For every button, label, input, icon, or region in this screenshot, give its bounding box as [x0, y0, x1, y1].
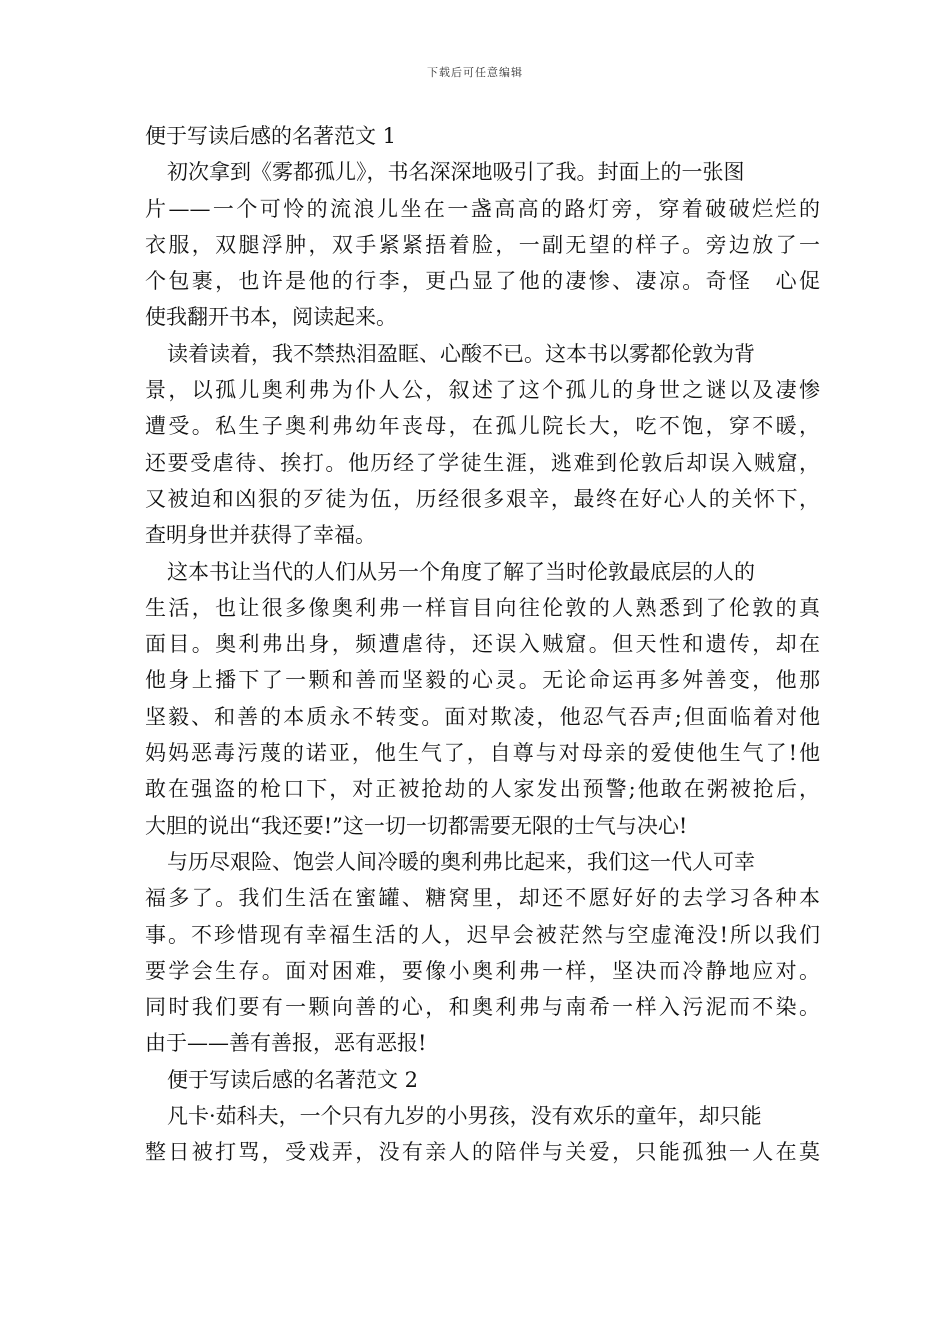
paragraph-last-line: 使我翻开书本，阅读起来。 [145, 305, 397, 330]
paragraph-line: 还要受虐待、挨打。他历经了学徒生涯，逃难到伦敦后却误入贼窟， [145, 450, 820, 475]
paragraph-line: 个包裹，也许是他的行李，更凸显了他的凄惨、凄凉。奇怪 心促 [145, 269, 820, 294]
paragraph-first-line: 凡卡·茹科夫，一个只有九岁的小男孩，没有欢乐的童年，却只能 [167, 1104, 762, 1129]
paragraph-first-line: 这本书让当代的人们从另一个角度了解了当时伦敦最底层的人的 [167, 559, 755, 584]
section-title: 便于写读后感的名著范文 2 [167, 1067, 419, 1092]
paragraph-line: 衣服，双腿浮肿，双手紧紧捂着脸，一副无望的样子。旁边放了一 [145, 232, 820, 257]
paragraph-line: 要学会生存。面对困难，要像小奥利弗一样，坚决而冷静地应对。 [145, 958, 820, 983]
paragraph-line: 福多了。我们生活在蜜罐、糖窝里，却还不愿好好的去学习各种本 [145, 886, 820, 911]
paragraph-last-line: 由于——善有善报，恶有恶报! [145, 1031, 427, 1056]
section-title: 便于写读后感的名著范文 1 [145, 124, 397, 148]
paragraph-line: 他身上播下了一颗和善而坚毅的心灵。无论命运再多舛善变，他那 [145, 668, 820, 693]
paragraph-line: 遭受。私生子奥利弗幼年丧母，在孤儿院长大，吃不饱，穿不暖， [145, 414, 820, 439]
paragraph-line: 妈妈恶毒污蔑的诺亚，他生气了，自尊与对母亲的爱使他生气了!他 [145, 741, 820, 766]
paragraph-line: 整日被打骂，受戏弄，没有亲人的陪伴与关爱，只能孤独一人在莫 [145, 1140, 820, 1165]
paragraph-first-line: 与历尽艰险、饱尝人间冷暖的奥利弗比起来，我们这一代人可幸 [167, 849, 755, 874]
paragraph-line: 事。不珍惜现有幸福生活的人，迟早会被茫然与空虚淹没!所以我们 [145, 922, 820, 947]
paragraph-first-line: 读着读着，我不禁热泪盈眶、心酸不已。这本书以雾都伦敦为背 [167, 341, 755, 366]
document-body [145, 118, 820, 1171]
paragraph-line: 又被迫和凶狠的歹徒为伍，历经很多艰辛，最终在好心人的关怀下， [145, 486, 820, 511]
paragraph-last-line: 查明身世并获得了幸福。 [145, 523, 376, 548]
paragraph-line: 同时我们要有一颗向善的心，和奥利弗与南希一样入污泥而不染。 [145, 995, 820, 1020]
page-header: 下载后可任意编辑 [427, 66, 523, 79]
paragraph-line: 敢在强盗的枪口下，对正被抢劫的人家发出预警;他敢在粥被抢后， [145, 777, 820, 802]
paragraph-first-line: 初次拿到《雾都孤儿》，书名深深地吸引了我。封面上的一张图 [167, 160, 745, 185]
paragraph-line: 生活，也让很多像奥利弗一样盲目向往伦敦的人熟悉到了伦敦的真 [145, 595, 820, 620]
paragraph-line: 片——一个可怜的流浪儿坐在一盏高高的路灯旁，穿着破破烂烂的 [145, 196, 820, 221]
paragraph-line: 景，以孤儿奥利弗为仆人公，叙述了这个孤儿的身世之谜以及凄惨 [145, 378, 820, 403]
paragraph-last-line: 大胆的说出“我还要!”这一切一切都需要无限的士气与决心! [145, 813, 688, 838]
paragraph-line: 面目。奥利弗出身，频遭虐待，还误入贼窟。但天性和遗传，却在 [145, 632, 820, 657]
paragraph-line: 坚毅、和善的本质永不转变。面对欺凌，他忍气吞声;但面临着对他 [145, 704, 820, 729]
